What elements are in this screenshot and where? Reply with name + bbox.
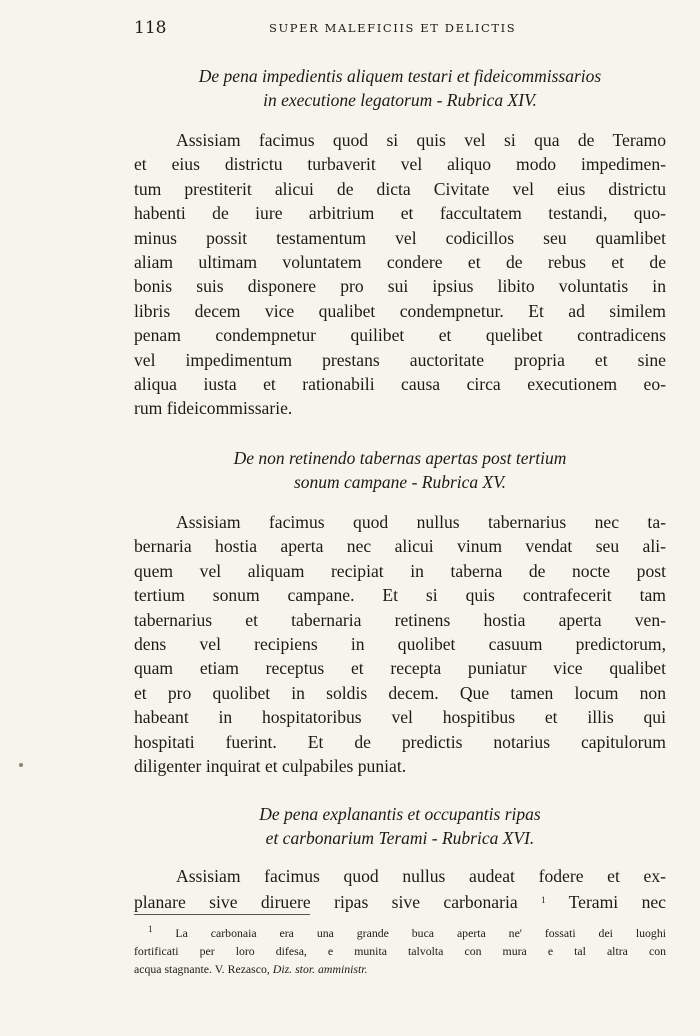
rubric-line: De pena impedientis aliquem testari et fideicommissarios	[198, 66, 602, 86]
text-line: penam condempnetur quilibet et quelibet contradicens	[134, 325, 666, 346]
footnote-line	[134, 920, 666, 942]
text-line: dens vel recipiens in quolibet casuum predictorum,	[134, 634, 666, 655]
text-line: libris decem vice qualibet condempnetur. Et ad similem	[134, 300, 666, 321]
paragraph	[134, 128, 666, 421]
text-line: tertium sonum campane. Et si quis contrafecerit tam	[134, 585, 666, 606]
rubric-line: De non retinendo tabernas apertas post tertium	[233, 448, 567, 468]
footnote	[134, 920, 666, 978]
footnote-marker: 1	[148, 924, 153, 934]
text-fragment: Terami nec	[545, 892, 666, 913]
text-line: bonis suis disponere pro sui ipsius libito voluntatis in	[134, 276, 666, 297]
footnote-line	[134, 960, 666, 978]
paragraph	[134, 864, 666, 915]
text-fragment: planare sive diruere ripas sive carbonaria	[134, 892, 518, 913]
footnote-divider	[134, 914, 310, 915]
footnote-reference: 1	[541, 895, 546, 906]
text-line: quem vel aliquam recipiat in taberna de nocte post	[134, 560, 666, 581]
text-line: Assisiam facimus quod si quis vel si qua de Teramo	[176, 130, 666, 150]
paragraph	[134, 510, 666, 778]
section-rubrica-xv	[134, 446, 666, 778]
text-line: rum fideicommissarie.	[134, 398, 293, 419]
text-line: Assisiam facimus quod nullus audeat fodere et ex-	[176, 866, 666, 886]
page-header	[134, 18, 664, 42]
rubric-line: et carbonarium Terami - Rubrica XVI.	[265, 828, 535, 848]
paper-speck	[19, 763, 23, 767]
footnote-line: fortificati per loro difesa, e munita talvolta con mura e tal altra con	[134, 944, 666, 958]
footnote-text: acqua stagnante. V. Rezasco,	[134, 962, 273, 976]
rubric-line: De pena explanantis et occupantis ripas	[259, 804, 541, 824]
rubric-line: sonum campane - Rubrica XV.	[293, 472, 507, 492]
page-number: 118	[134, 18, 167, 38]
text-line: aliam ultimam voluntatem condere et de rebus et de	[134, 252, 666, 273]
rubric-line: in executione legatorum - Rubrica XIV.	[263, 90, 537, 110]
text-line: et eius districtu turbaverit vel aliquo modo impedimen-	[134, 154, 666, 175]
text-line: tum prestiterit alicui de dicta Civitate vel eius districtu	[134, 178, 666, 199]
text-line: minus possit testamentum vel codicillos seu quamlibet	[134, 227, 666, 248]
text-line: diligenter inquirat et culpabiles puniat.	[134, 756, 407, 777]
text-line: habeant in hospitatoribus vel hospitibus et illis qui	[134, 707, 666, 728]
text-line: aliqua iusta et rationabili causa circa executionem eo-	[134, 374, 666, 395]
rubric-heading	[134, 802, 666, 850]
rubric-heading	[134, 64, 666, 112]
footnote-citation: Diz. stor. amministr.	[272, 962, 368, 976]
text-line: Assisiam facimus quod nullus tabernarius nec ta-	[176, 512, 666, 532]
section-rubrica-xiv	[134, 64, 666, 421]
text-line: hospitati fuerint. Et de predictis notarius capitulorum	[134, 731, 666, 752]
text-line: quam etiam receptus et recepta puniatur vice qualibet	[134, 658, 666, 679]
text-line: vel impedimentum prestans auctoritate propria et sine	[134, 349, 666, 370]
footnote-text: La carbonaia era una grande buca aperta ne' fossati dei luoghi	[175, 926, 667, 940]
running-title: SUPER MALEFICIIS ET DELICTIS	[269, 21, 517, 35]
text-line: et pro quolibet in soldis decem. Que tamen locum non	[134, 682, 666, 703]
text-line: habenti de iure arbitrium et faccultatem testandi, quo-	[134, 203, 666, 224]
section-rubrica-xvi	[134, 802, 666, 915]
rubric-heading	[134, 446, 666, 494]
text-line: tabernarius et tabernaria retinens hostia aperta ven-	[134, 609, 666, 630]
text-line	[134, 888, 666, 914]
text-line: bernaria hostia aperta nec alicui vinum vendat seu ali-	[134, 536, 666, 557]
